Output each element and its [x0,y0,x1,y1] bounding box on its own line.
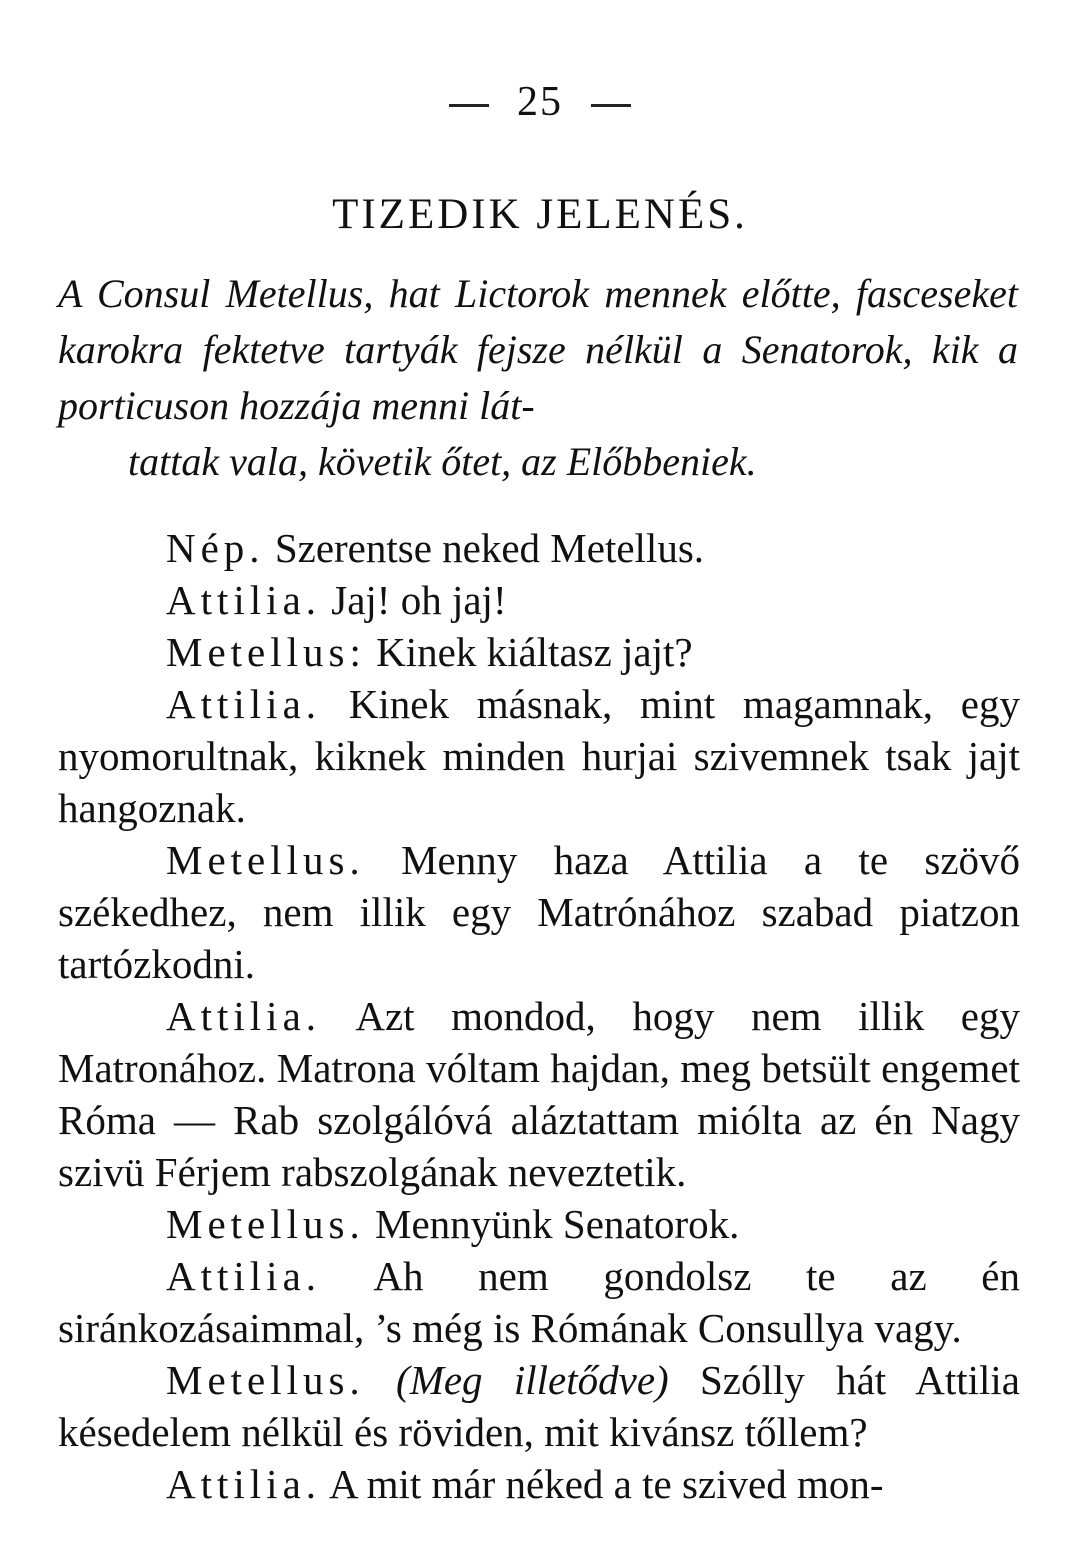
speech-text: Ah nem gondolsz te az én siránkozásaimmal, ’s még is Rómának Consullya vagy. [58,1253,1020,1351]
speech-text: Mennyünk Senatorok. [374,1201,740,1247]
dialogue-line [58,1458,1020,1510]
dialogue-line [58,678,1020,834]
dialogue-line [58,1250,1020,1354]
page-number-value: 25 [517,79,563,125]
speaker-name: Nép. [166,525,265,571]
speech-text: A mit már néked a te szived mon- [329,1461,884,1507]
speech-text: Kinek kiáltasz jajt? [376,629,693,675]
speaker-name: Attilia. [166,993,322,1039]
dialogue-line [58,522,1020,574]
speech-text: Azt mondod, hogy nem illik egy Matronához. Matrona vóltam hajdan, meg betsült engemet Róma — Rab szolgálóvá aláztattam miólta az én Nagy szivü Férjem rabszolgának neveztetik. [58,993,1020,1195]
speaker-name: Metellus. [166,1357,365,1403]
dialogue-line [58,834,1020,990]
speech-text: Menny haza Attilia a te szövő székedhez, nem illik egy Matrónához szabad piatzon tartózkodni. [58,837,1021,987]
scene-title: TIZEDIK JELENÉS. [332,191,748,238]
speaker-name: Attilia. [166,1461,322,1507]
speaker-name: Metellus. [166,1201,365,1247]
page-number [0,78,1080,126]
speaker-name: Metellus: [166,629,366,675]
speech-text: Kinek másnak, mint magamnak, egy nyomorultnak, kiknek minden hurjai szivemnek tsak jajt hangoznak. [58,681,1021,831]
dialogue-line [58,574,1020,626]
speech-text: Szerentse neked Metellus. [274,525,705,571]
dialogue-line [58,1354,1020,1458]
speaker-name: Attilia. [166,681,322,727]
inline-stage-direction: (Meg illetődve) [396,1357,669,1403]
speaker-name: Attilia. [166,1253,322,1299]
dialogue-line [58,626,1020,678]
stage-direction-last-line: tattak vala, követik őtet, az Előbbeniek. [128,439,757,484]
speech-text: Jaj! oh jaj! [331,577,507,623]
page-number-dash-right [591,104,631,107]
dialogue-line [58,1198,1020,1250]
stage-direction [58,266,1018,490]
page-number-dash-left [449,104,489,107]
dialogue [58,522,1020,1510]
dialogue-line [58,990,1020,1198]
speaker-name: Metellus. [166,837,365,883]
speaker-name: Attilia. [166,577,322,623]
speech-text: Szólly hát Attilia késedelem nélkül és röviden, mit kivánsz tőllem? [58,1357,1020,1455]
stage-direction-text: A Consul Metellus, hat Lictorok mennek előtte, fasceseket karokra fektetve tartyák fejsze nélkül a Senatorok, kik a porticuson hozzája menni lát- [58,271,1018,428]
